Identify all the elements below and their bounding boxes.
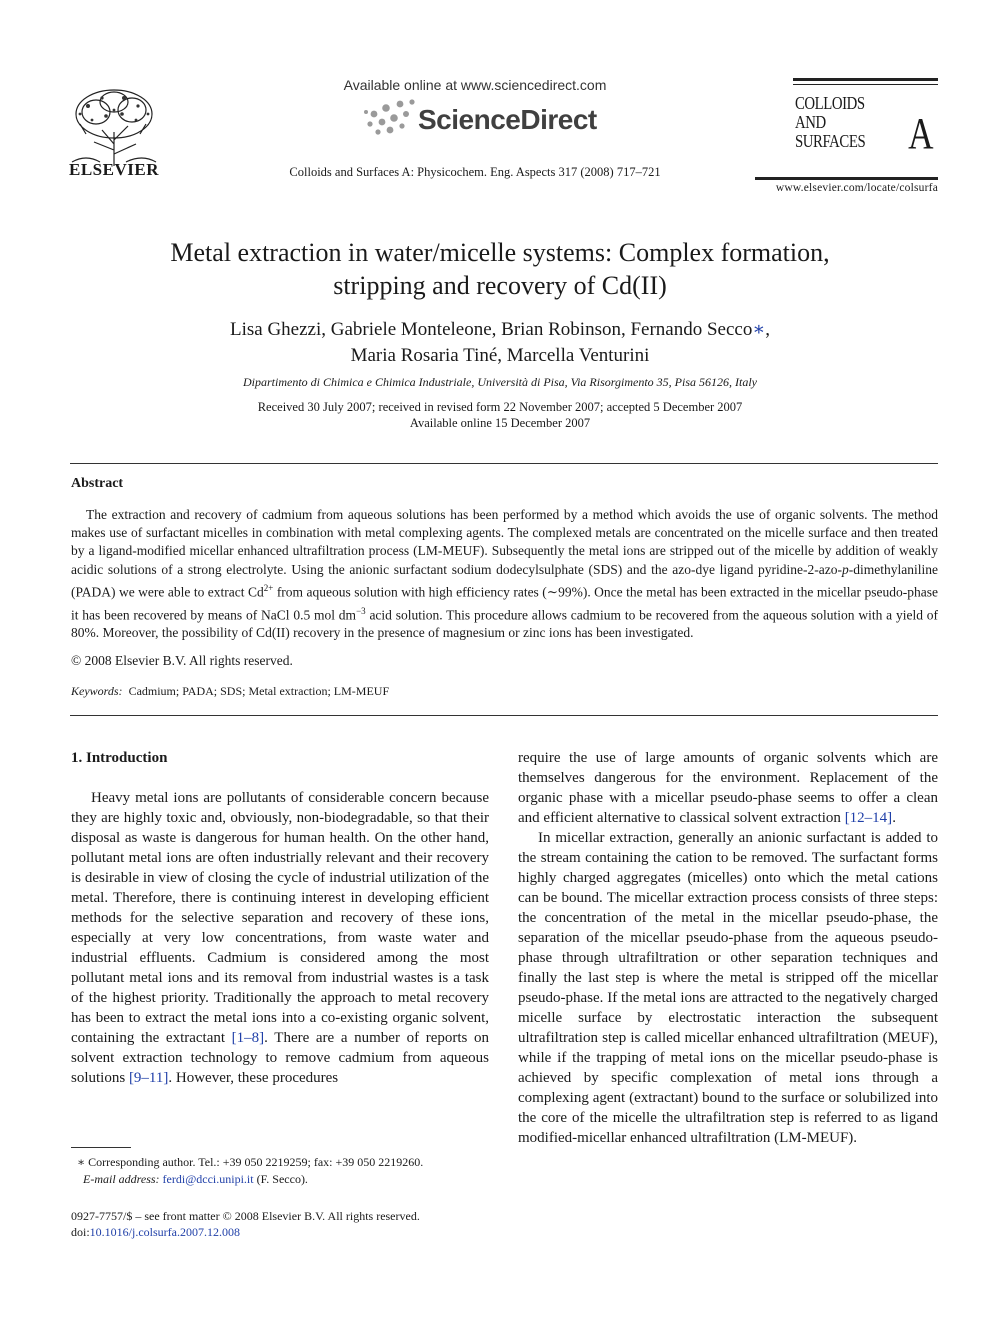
paragraph: [518, 748, 938, 828]
left-column: [71, 748, 489, 1088]
journal-logo-line: AND: [795, 112, 826, 132]
header-rule: [755, 177, 938, 180]
keywords-label: Keywords:: [71, 684, 123, 698]
issn-line: 0927-7757/$ – see front matter © 2008 Elsevier B.V. All rights reserved.: [71, 1209, 420, 1223]
journal-logo-letter: A: [908, 109, 934, 158]
journal-url[interactable]: www.elsevier.com/locate/colsurfa: [775, 182, 938, 194]
keywords-list: Cadmium; PADA; SDS; Metal extraction; LM-MEUF: [128, 684, 390, 698]
footnote-rule: [71, 1147, 131, 1148]
reference-link[interactable]: [9–11]: [128, 1070, 169, 1086]
abstract-text: acid solution. This procedure allows cadmium to be recovered from the aqueous solution with a yield of 80%. Moreover, the possibility of Cd(II) recovery in the presence of magnesium or zinc ions has been investigated.: [71, 607, 938, 641]
footnote: [71, 1154, 491, 1188]
corresponding-author-marker[interactable]: ∗: [752, 319, 766, 340]
keywords: [71, 684, 389, 699]
email-link[interactable]: ferdi@dcci.unipi.it: [162, 1172, 254, 1186]
title-line: stripping and recovery of Cd(II): [333, 271, 667, 300]
paragraph: In micellar extraction, generally an anionic surfactant is added to the stream containing the cation to be removed. The surfactant forms highly charged aggregates (micelles) onto which the metal cations can be bound. The micellar extraction process consists of three steps: the concentration of the metal in the micellar pseudo-phase, the separation of the micellar pseudo-phase from the aqueous pseudo-phase through ultrafiltration or other separation techniques and finally the last step is where the metal is stripped off the micellar pseudo-phase. If the metal ions are attracted to the negatively charged micelle surface by electrostatic interaction the subsequent ultrafiltration step is called micellar enhanced ultrafiltration (MEUF), while if the trapping of metal ions on the micellar pseudo-phase is achieved by specific complexation of metal ions through a complexing agent (extractant) bound to the surface or solubilized into the core of the micelle the ultrafiltration step is referred to as ligand modified-micellar enhanced ultrafiltration (LM-MEUF).: [518, 830, 938, 1146]
article-dates: [100, 399, 900, 431]
abstract-text: from aqueous solution with high efficiency rates (∼99%). Once the metal has been extracted in the micellar pseudo-phase it has been recovered by means of NaCl 0.5 mol dm: [71, 584, 938, 623]
header-rule: [793, 84, 938, 85]
header-rule: [793, 78, 938, 81]
journal-logo-line: SURFACES: [795, 131, 866, 151]
journal-logo: [795, 94, 865, 151]
available-date: Available online 15 December 2007: [409, 416, 591, 430]
doi-label: doi:: [71, 1225, 90, 1239]
affiliation: Dipartimento di Chimica e Chimica Industriale, Università di Pisa, Via Risorgimento 35, Pisa 56126, Italy: [243, 375, 757, 389]
reference-link[interactable]: [12–14]: [844, 810, 893, 826]
paragraph-text: . However, these procedures: [168, 1070, 339, 1086]
right-column: [518, 748, 938, 1148]
paragraph-text: require the use of large amounts of organic solvents which are themselves dangerous for the environment. Replacement of the organic phase with a micellar pseudo-phase seems to offer a clean and efficient alternative to classical solvent extraction: [518, 750, 938, 826]
corresponding-author-note: Corresponding author. Tel.: +39 050 2219259; fax: +39 050 2219260.: [85, 1155, 424, 1169]
exponent-superscript: −3: [356, 605, 366, 616]
email-label: E-mail address:: [83, 1172, 160, 1186]
abstract-bottom-rule: [70, 715, 938, 716]
authors-line: Lisa Ghezzi, Gabriele Monteleone, Brian Robinson, Fernando Secco: [229, 319, 753, 340]
email-after: (F. Secco).: [253, 1172, 308, 1186]
received-dates: Received 30 July 2007; received in revised form 22 November 2007; accepted 5 December 2007: [257, 400, 743, 414]
footnote-star: ∗: [77, 1155, 86, 1169]
authors-comma: ,: [765, 319, 771, 340]
abstract-text: -dimethylaniline (PADA) we were able to extract Cd: [71, 561, 938, 600]
title-line: Metal extraction in water/micelle systems: Complex formation,: [170, 238, 830, 267]
paragraph-text: Heavy metal ions are pollutants of considerable concern because they are highly toxic and, obviously, non-biodegradable, so that their disposal as waste is dangerous for human health. On the other hand, pollutant metal ions are often industrially relevant and their recovery is desirable in view of closing the cycle of industrial utilization of the metal. Therefore, there is continuing interest in developing efficient methods for the selective separation and recovery of these ions, especially at very low concentrations, from waste water and industrial effluents. Cadmium is considered among the most pollutant metal ions and its removal from industrial wastes is a task of the highest priority. Traditionally the approach to metal recovery has been to extract the metal ions into a co-existing organic solvent, containing the extractant: [71, 790, 489, 1046]
section-heading: 1. Introduction: [71, 750, 168, 766]
available-online-text: Available online at www.sciencedirect.com: [343, 77, 607, 93]
abstract-body: [71, 506, 938, 642]
sciencedirect-wordmark: ScienceDirect: [418, 104, 597, 135]
reference-link[interactable]: [1–8]: [231, 1030, 265, 1046]
paragraph-text: .: [892, 810, 896, 826]
paragraph-text: . There are a number of reports on solvent extraction technology to remove cadmium from aqueous solutions: [71, 1030, 489, 1086]
abstract-italic-p: p: [842, 561, 849, 577]
author-list: [100, 317, 900, 369]
abstract-text: The extraction and recovery of cadmium from aqueous solutions has been performed by a method which avoids the use of organic solvents. The method makes use of surfactant micelles in combination with metal complexing agents. The complexed metals are concentrated on the micelle surface and then treated by a ligand-modified micellar enhanced ultrafiltration process (LM-MEUF). Subsequently the metal ions are stripped out of the micelle by addition of weakly acidic solutions of a strong electrolyte. Using the anionic surfactant sodium dodecylsulphate (SDS) and the azo-dye ligand pyridine-2-azo-: [71, 507, 938, 577]
journal-citation: Colloids and Surfaces A: Physicochem. Eng. Aspects 317 (2008) 717–721: [289, 165, 661, 179]
paragraph: [71, 788, 489, 1088]
authors-line: Maria Rosaria Tiné, Marcella Venturini: [350, 345, 650, 366]
abstract-top-rule: [70, 463, 938, 464]
article-title: [100, 236, 900, 302]
issn-info: [71, 1208, 491, 1240]
publisher-name: ELSEVIER: [69, 160, 159, 179]
journal-logo-line: COLLOIDS: [795, 93, 865, 113]
charge-superscript: 2+: [263, 582, 274, 593]
copyright-notice: © 2008 Elsevier B.V. All rights reserved.: [71, 653, 293, 668]
abstract-heading: Abstract: [71, 476, 124, 491]
doi-link[interactable]: 10.1016/j.colsurfa.2007.12.008: [89, 1225, 240, 1239]
